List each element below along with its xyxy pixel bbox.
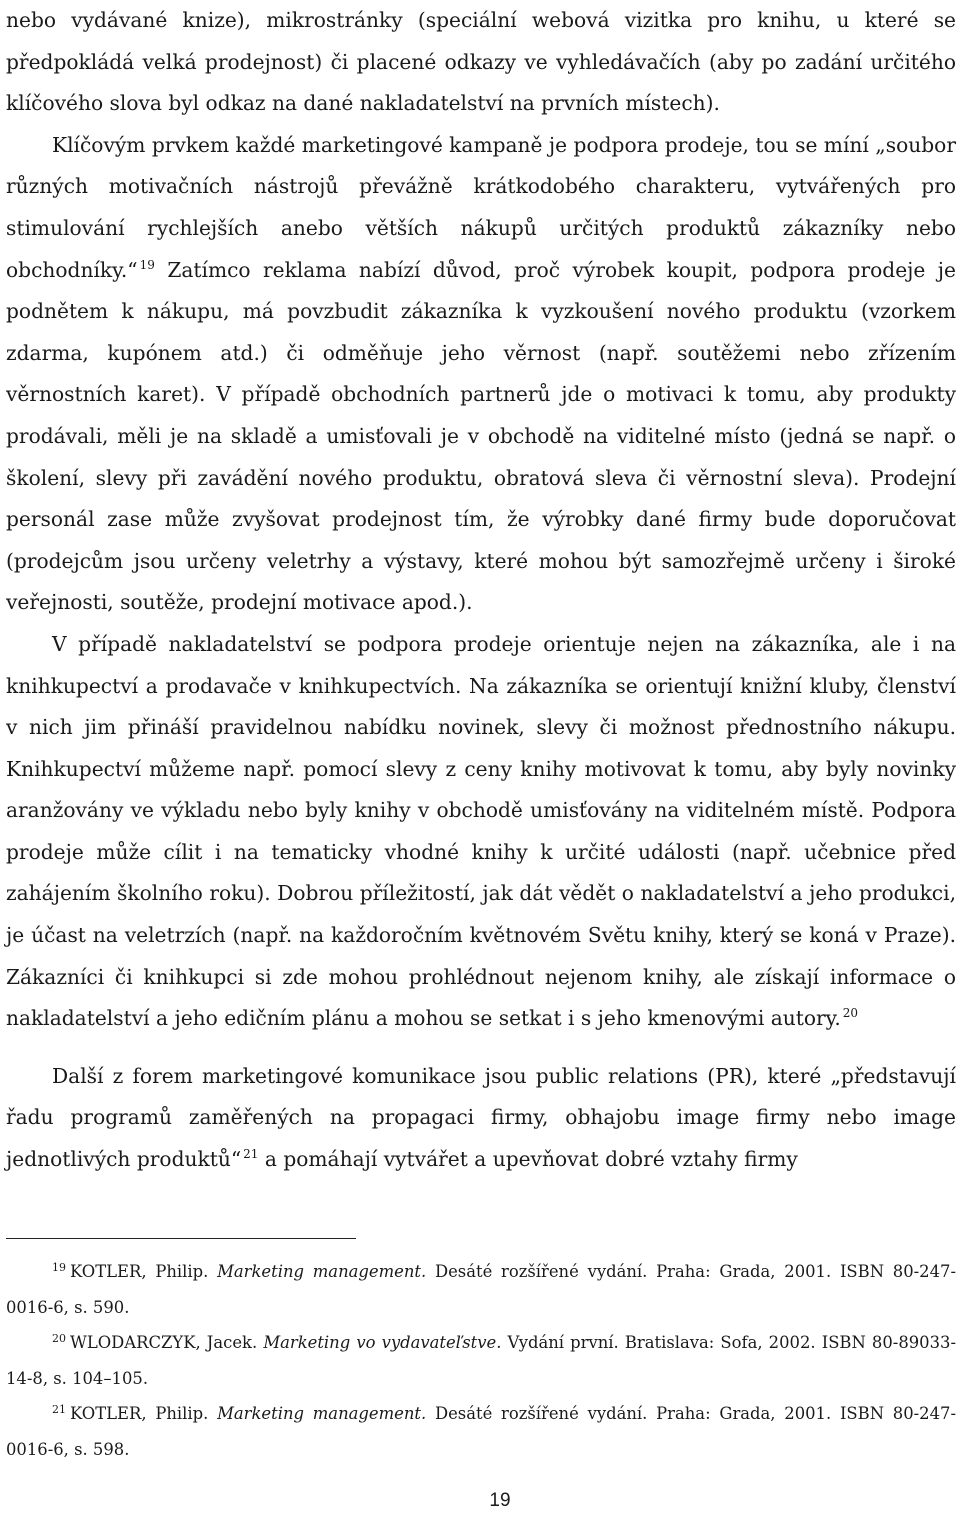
footnote-details: Desáté rozšířené vydání. Praha: Grada, 2001. ISBN 80-247-0016-6, s. 590.	[6, 1262, 957, 1317]
paragraph	[6, 624, 956, 1040]
footnote-author: KOTLER, Philip.	[70, 1262, 209, 1281]
paragraph	[6, 1056, 956, 1181]
footnote-title: Marketing vo vydavateľstve.	[263, 1333, 502, 1352]
footnote-separator	[6, 1238, 356, 1239]
paragraph-text: Klíčovým prvkem každé marketingové kampaně je podpora prodeje, tou se míní „soubor různých motivačních nástrojů převážně krátkodobého charakteru, vytvářených pro stimulování rychlejších anebo větších nákupů určitých produktů zákazníky nebo obchodníky.“	[6, 132, 956, 282]
footnote-author: KOTLER, Philip.	[70, 1404, 209, 1423]
paragraph-text: Další z forem marketingové komunikace jsou public relations (PR), které „představují řadu programů zaměřených na propagaci firmy, obhajobu image firmy nebo image jednotlivých produktů“	[6, 1063, 956, 1172]
footnote-20	[6, 1325, 956, 1396]
footnote-reference[interactable]: 20	[842, 1006, 859, 1021]
paragraph-text: nebo vydávané knize), mikrostránky (speciální webová vizitka pro knihu, u které se předpokládá velká prodejnost) či placené odkazy ve vyhledávačích (aby po zadání určitého klíčového slova byl odkaz na dané nakladatelství na prvních místech).	[6, 8, 956, 116]
footnote-number: 21	[52, 1403, 66, 1416]
footnote-details: Desáté rozšířené vydání. Praha: Grada, 2001. ISBN 80-247-0016-6, s. 598.	[6, 1404, 957, 1459]
footnote-title: Marketing management.	[217, 1404, 427, 1423]
footnote-number: 19	[52, 1261, 66, 1274]
footnote-19	[6, 1254, 956, 1325]
footnote-number: 20	[52, 1332, 66, 1345]
paragraph	[6, 125, 956, 624]
footnotes	[6, 1254, 956, 1467]
footnote-reference[interactable]: 21	[243, 1147, 259, 1162]
paragraph	[6, 0, 956, 125]
document-page	[6, 0, 957, 1459]
footnote-reference[interactable]: 19	[139, 257, 155, 272]
footnote-21	[6, 1396, 956, 1467]
paragraph-text: Zatímco reklama nabízí důvod, proč výrobek koupit, podpora prodeje je podnětem k nákupu, má povzbudit zákazníka k vyzkoušení nového produktu (vzorkem zdarma, kupónem atd.) či odměňuje jeho věrnost (např. soutěžemi nebo zřízením věrnostních karet). V případě obchodních partnerů jde o motivaci k tomu, aby produkty prodávali, měli je na skladě a umisťovali je v obchodě na viditelné místo (jedná se např. o školení, slevy při zavádění nového produktu, obratová sleva či věrnostní sleva). Prodejní personál zase může zvyšovat prodejnost tím, že výrobky dané firmy bude doporučovat (prodejcům jsou určeny veletrhy a výstavy, které mohou být samozřejmě určeny i široké veřejnosti, soutěže, prodejní motivace apod.).	[6, 257, 956, 615]
footnote-details: Vydání první. Bratislava: Sofa, 2002. ISBN 80-89033-14-8, s. 104–105.	[6, 1333, 957, 1388]
footnote-author: WLODARCZYK, Jacek.	[70, 1333, 258, 1352]
paragraph-text: V případě nakladatelství se podpora prodeje orientuje nejen na zákazníka, ale i na knihkupectví a prodavače v knihkupectvích. Na zákazníka se orientují knižní kluby, členství v nich jim přináší pravidelnou nabídku novinek, slevy či možnost přednostního nákupu. Knihkupectví můžeme např. pomocí slevy z ceny knihy motivovat k tomu, aby byly novinky aranžovány ve výkladu nebo byly knihy v obchodě umisťovány na viditelném místě. Podpora prodeje může cílit i na tematicky vhodné knihy k určité události (např. učebnice před zahájením školního roku). Dobrou příležitostí, jak dát vědět o nakladatelství a jeho produkci, je účast na veletrzích (např. na každoročním květnovém Světu knihy, který se koná v Praze). Zákazníci či knihkupci si zde mohou prohlédnout nejenom knihy, ale získají informace o nakladatelství a jeho edičním plánu a mohou se setkat i s jeho kmenovými autory.	[6, 631, 956, 1031]
paragraph-text: a pomáhají vytvářet a upevňovat dobré vztahy firmy	[258, 1147, 798, 1172]
body-text	[6, 0, 956, 1181]
footnote-title: Marketing management.	[217, 1262, 427, 1281]
page-number: 19	[489, 1490, 511, 1511]
